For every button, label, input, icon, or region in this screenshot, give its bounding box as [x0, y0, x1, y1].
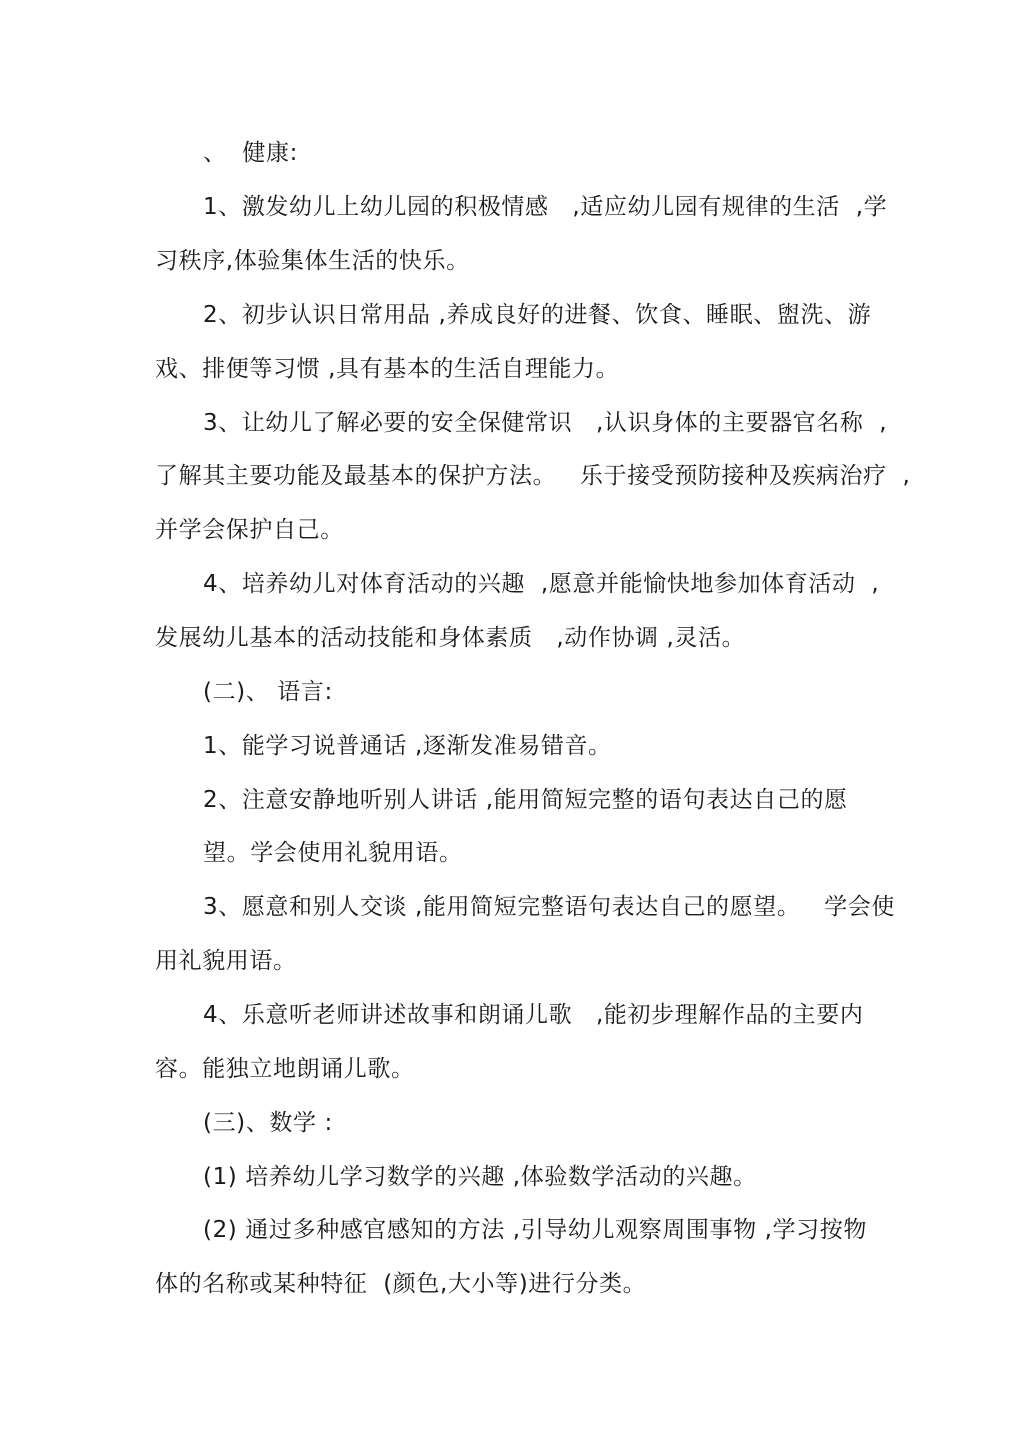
- paragraph-line: (2) 通过多种感官感知的方法 ,引导幼儿观察周围事物 ,学习按物: [203, 1217, 867, 1243]
- paragraph-line: 2、注意安静地听别人讲话 ,能用简短完整的语句表达自己的愿: [203, 787, 848, 813]
- paragraph-line: 发展幼儿基本的活动技能和身体素质 ,动作协调 ,灵活。: [155, 625, 746, 651]
- paragraph-line: (1) 培养幼儿学习数学的兴趣 ,体验数学活动的兴趣。: [203, 1164, 757, 1190]
- paragraph-line: 容。能独立地朗诵儿歌。: [155, 1056, 415, 1082]
- paragraph-line: 用礼貌用语。: [155, 948, 297, 974]
- paragraph-line: 1、激发幼儿上幼儿园的积极情感 ,适应幼儿园有规律的生活 ,学: [203, 194, 888, 220]
- paragraph-line: 1、能学习说普通话 ,逐渐发准易错音。: [203, 733, 612, 759]
- paragraph-line: 4、乐意听老师讲述故事和朗诵儿歌 ,能初步理解作品的主要内: [203, 1002, 864, 1028]
- paragraph-line: 戏、排便等习惯 ,具有基本的生活自理能力。: [155, 356, 620, 382]
- paragraph-line: 了解其主要功能及最基本的保护方法。 乐于接受预防接种及疾病治疗 ,: [155, 463, 911, 489]
- paragraph-line: 3、愿意和别人交谈 ,能用简短完整语句表达自己的愿望。 学会使: [203, 894, 895, 920]
- paragraph-line: 4、培养幼儿对体育活动的兴趣 ,愿意并能愉快地参加体育活动 ,: [203, 571, 880, 597]
- paragraph-line: 并学会保护自己。: [155, 517, 344, 543]
- heading-health: 、 健康:: [203, 140, 298, 166]
- paragraph-line: 2、初步认识日常用品 ,养成良好的进餐、饮食、睡眠、盥洗、游: [203, 302, 872, 328]
- paragraph-line: 习秩序,体验集体生活的快乐。: [155, 248, 470, 274]
- heading-math: (三)、数学 :: [203, 1110, 333, 1136]
- paragraph-line: 体的名称或某种特征 (颜色,大小等)进行分类。: [155, 1271, 647, 1297]
- heading-language: (二)、 语言:: [203, 679, 333, 705]
- paragraph-line: 望。学会使用礼貌用语。: [203, 840, 463, 866]
- paragraph-line: 3、让幼儿了解必要的安全保健常识 ,认识身体的主要器官名称 ,: [203, 410, 888, 436]
